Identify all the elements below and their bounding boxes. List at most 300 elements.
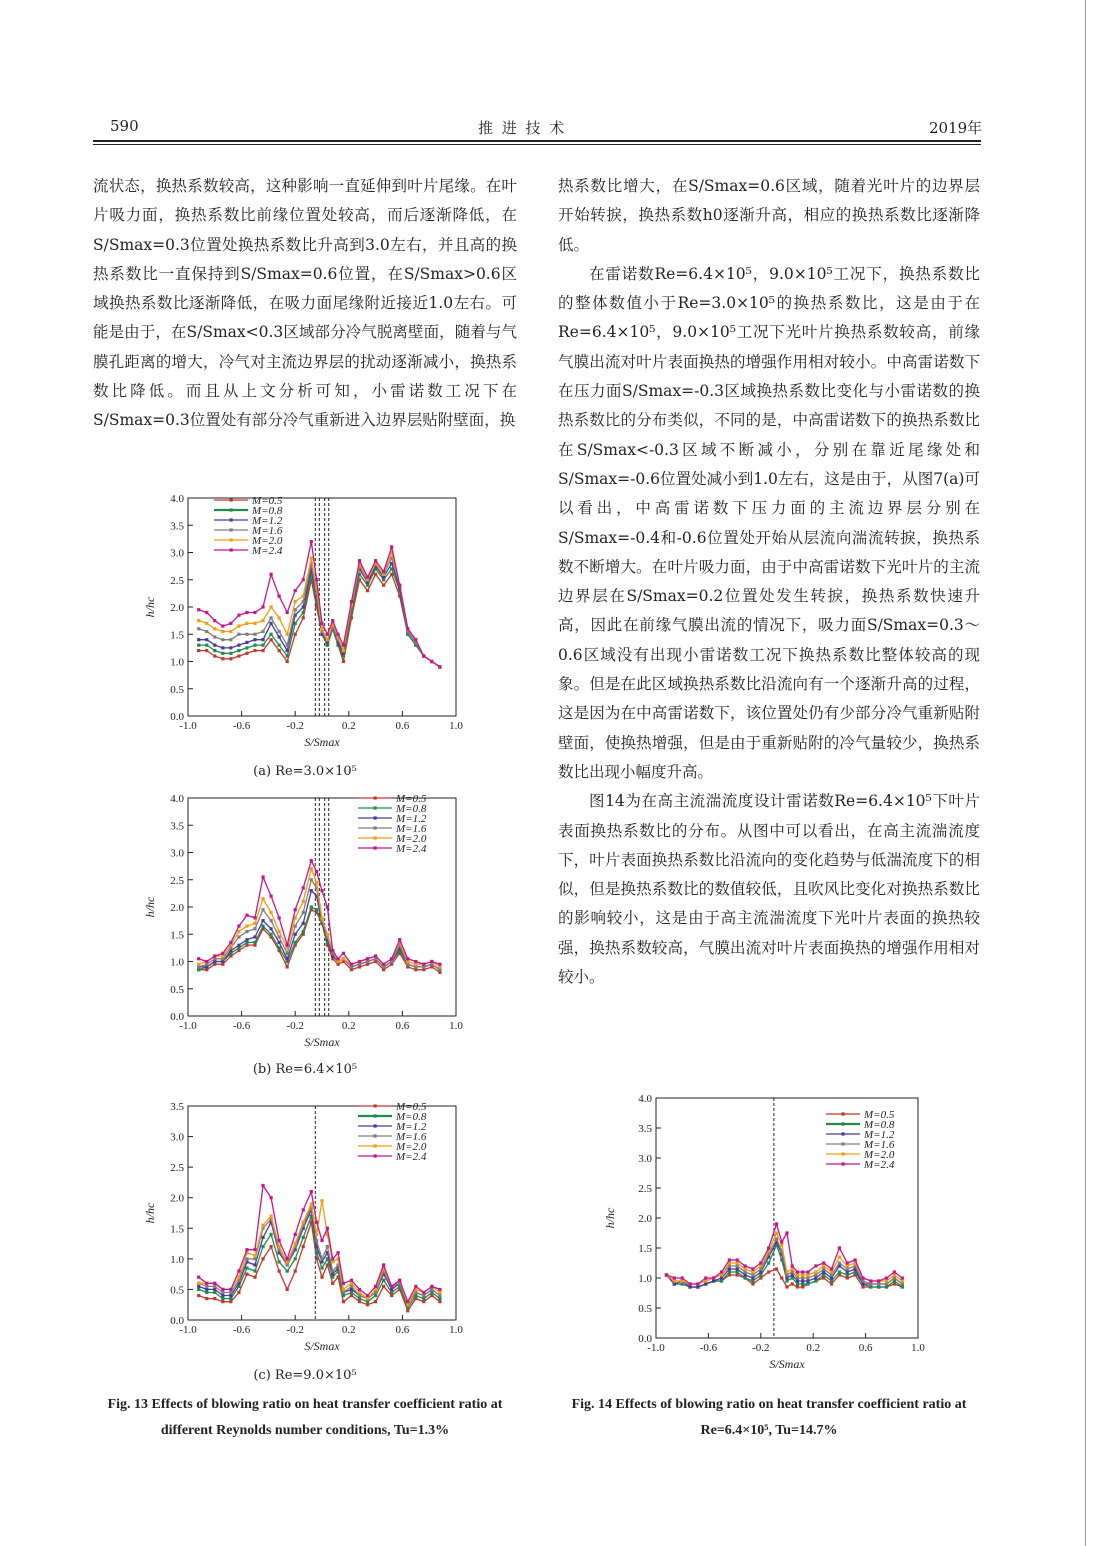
x-tick-label: -1.0 <box>179 720 197 732</box>
data-point <box>751 1279 754 1282</box>
data-point <box>213 627 216 630</box>
legend-marker <box>374 1104 377 1107</box>
legend-marker <box>842 1112 845 1115</box>
legend-label: M=1.2 <box>396 1121 427 1133</box>
data-point <box>197 965 200 968</box>
data-point <box>205 644 208 647</box>
x-tick-label: -1.0 <box>647 1342 665 1354</box>
x-tick-label: -0.6 <box>232 1324 251 1336</box>
data-point <box>331 1282 334 1285</box>
data-point <box>253 1269 256 1272</box>
data-point <box>374 1294 377 1297</box>
data-point <box>398 1279 401 1282</box>
data-point <box>197 627 200 630</box>
data-point <box>430 1291 433 1294</box>
data-point <box>775 1222 778 1225</box>
data-point <box>688 1282 691 1285</box>
data-point <box>302 611 305 614</box>
data-point <box>229 1288 232 1291</box>
data-point <box>704 1276 707 1279</box>
data-point <box>366 963 369 966</box>
data-point <box>885 1282 888 1285</box>
data-point <box>422 1297 425 1300</box>
data-point <box>269 919 272 922</box>
data-point <box>294 908 297 911</box>
series-line <box>667 1233 903 1284</box>
data-point <box>205 622 208 625</box>
data-point <box>846 1273 849 1276</box>
data-point <box>302 1208 305 1211</box>
header-rule <box>93 140 981 142</box>
data-point <box>366 584 369 587</box>
data-point <box>743 1276 746 1279</box>
legend-label: M=0.8 <box>396 1111 427 1123</box>
data-point <box>366 578 369 581</box>
legend-label: M=2.0 <box>864 1149 895 1161</box>
data-point <box>286 1260 289 1263</box>
data-point <box>331 1276 334 1279</box>
legend-label: M=1.6 <box>864 1139 895 1151</box>
data-point <box>245 646 248 649</box>
data-point <box>237 614 240 617</box>
data-point <box>253 611 256 614</box>
chart-fig13a <box>140 488 470 760</box>
x-tick-label: -0.2 <box>286 1324 304 1336</box>
data-point <box>406 1303 409 1306</box>
data-point <box>286 1269 289 1272</box>
series-line <box>667 1224 903 1284</box>
data-point <box>310 556 313 559</box>
data-point <box>893 1282 896 1285</box>
legend-label: M=0.5 <box>864 1109 895 1121</box>
data-point <box>704 1282 707 1285</box>
data-point <box>213 654 216 657</box>
data-point <box>269 605 272 608</box>
data-point <box>245 938 248 941</box>
data-point <box>673 1279 676 1282</box>
y-tick-label: 0.5 <box>170 683 184 696</box>
legend-label: M=0.8 <box>864 1119 895 1131</box>
data-point <box>237 946 240 949</box>
data-point <box>253 1248 256 1251</box>
data-point <box>438 965 441 968</box>
data-point <box>229 638 232 641</box>
legend-marker <box>842 1132 845 1135</box>
data-point <box>350 1294 353 1297</box>
data-point <box>822 1273 825 1276</box>
legend-label: M=2.4 <box>252 545 283 557</box>
data-point <box>213 954 216 957</box>
data-point <box>751 1267 754 1270</box>
legend-label: M=1.2 <box>252 515 283 527</box>
legend-label: M=1.2 <box>396 813 427 825</box>
data-point <box>736 1267 739 1270</box>
data-point <box>245 941 248 944</box>
data-point <box>269 638 272 641</box>
data-point <box>221 638 224 641</box>
data-point <box>806 1282 809 1285</box>
data-point <box>302 900 305 903</box>
x-axis-label: S/Smax <box>304 1035 340 1049</box>
data-point <box>221 657 224 660</box>
data-point <box>197 963 200 966</box>
data-point <box>885 1279 888 1282</box>
data-point <box>229 941 232 944</box>
x-tick-label: -0.2 <box>286 1020 304 1032</box>
legend-marker <box>374 1134 377 1137</box>
data-point <box>751 1276 754 1279</box>
subcaption-a: (a) Re=3.0×10⁵ <box>253 764 357 779</box>
data-point <box>286 660 289 663</box>
data-point <box>302 1221 305 1224</box>
x-tick-label: -0.2 <box>752 1342 770 1354</box>
data-point <box>245 944 248 947</box>
data-point <box>213 1282 216 1285</box>
data-point <box>229 657 232 660</box>
data-point <box>205 1282 208 1285</box>
data-point <box>390 1291 393 1294</box>
data-point <box>294 1242 297 1245</box>
plot-frame <box>188 498 456 716</box>
data-point <box>205 1288 208 1291</box>
data-point <box>780 1276 783 1279</box>
data-point <box>893 1270 896 1273</box>
y-tick-label: 2.0 <box>638 1213 652 1225</box>
data-point <box>197 644 200 647</box>
data-point <box>278 595 281 598</box>
data-point <box>286 654 289 657</box>
data-point <box>422 963 425 966</box>
data-point <box>869 1285 872 1288</box>
data-point <box>767 1246 770 1249</box>
data-point <box>315 578 318 581</box>
data-point <box>801 1276 804 1279</box>
data-point <box>796 1279 799 1282</box>
data-point <box>294 941 297 944</box>
data-point <box>310 905 313 908</box>
data-point <box>269 1233 272 1236</box>
x-tick-label: 0.6 <box>395 720 410 732</box>
data-point <box>696 1285 699 1288</box>
data-point <box>310 867 313 870</box>
data-point <box>785 1276 788 1279</box>
data-point <box>197 1288 200 1291</box>
data-point <box>221 1294 224 1297</box>
data-point <box>846 1267 849 1270</box>
data-point <box>759 1267 762 1270</box>
data-point <box>366 1300 369 1303</box>
data-point <box>245 1266 248 1269</box>
data-point <box>278 930 281 933</box>
data-point <box>286 960 289 963</box>
data-point <box>221 1291 224 1294</box>
y-tick-label: 1.0 <box>638 1273 652 1285</box>
legend-marker <box>374 796 377 799</box>
data-point <box>336 963 339 966</box>
data-point <box>861 1276 864 1279</box>
x-tick-label: -1.0 <box>179 1020 197 1032</box>
right-paragraph-2: 在雷诺数Re=6.4×10⁵，9.0×10⁵工况下，换热系数比的整体数值小于Re=3.0×10⁵的换热系数比，这是由于在Re=6.4×10⁵，9.0×10⁵工况下光叶片换热系数较高，前缘气膜出流对叶片表面换热的增强作用相对较小。中高雷诺数下在压力面S/Smax=-0.3区域换热系数比变化与小雷诺数的换热系数比的分布类似，不同的是，中高雷诺数下的换热系数比在S/Smax<-0.3区域不断减小，分别在靠近尾缘处和S/Smax=-0.6位置处减小到1.0左右，这是由于，从图7(a)可以看出，中高雷诺数下压力面的主流边界层分别在S/Smax=-0.4和-0.6位置处开始从层流向湍流转捩，换热系数不断增大。在叶片吸力面，由于中高雷诺数下光叶片的主流边界层在S/Smax=0.2位置处发生转捩，换热系数快速升高，因此在前缘气膜出流的情况下，吸力面S/Smax=0.3～0.6区域没有出现小雷诺数工况下换热系数比整体较高的现象。但是在此区域换热系数比沿流向有一个逐渐升高的过程，这是因为在中高雷诺数下，该位置处仍有少部分冷气重新贴附壁面，使换热增强，但是由于重新贴附的冷气量较少，换热系数比出现小幅度升高。 <box>558 264 980 781</box>
data-point <box>358 965 361 968</box>
data-point <box>342 1291 345 1294</box>
y-tick-label: 2.5 <box>170 574 184 587</box>
data-point <box>320 889 323 892</box>
data-point <box>221 960 224 963</box>
data-point <box>237 644 240 647</box>
data-point <box>310 878 313 881</box>
data-point <box>286 944 289 947</box>
data-point <box>846 1261 849 1264</box>
data-point <box>422 1291 425 1294</box>
legend-marker <box>374 1114 377 1117</box>
data-point <box>320 1260 323 1263</box>
legend-marker <box>842 1122 845 1125</box>
data-point <box>801 1270 804 1273</box>
legend-marker <box>230 498 233 501</box>
data-point <box>302 578 305 581</box>
data-point <box>430 965 433 968</box>
data-point <box>720 1279 723 1282</box>
data-point <box>430 1294 433 1297</box>
header-rule-thin <box>93 144 981 145</box>
data-point <box>286 1288 289 1291</box>
data-point <box>736 1261 739 1264</box>
data-point <box>221 652 224 655</box>
data-point <box>245 914 248 917</box>
data-point <box>438 968 441 971</box>
data-point <box>901 1285 904 1288</box>
data-point <box>877 1285 880 1288</box>
data-point <box>342 1294 345 1297</box>
data-point <box>278 630 281 633</box>
data-point <box>814 1273 817 1276</box>
data-point <box>310 1190 313 1193</box>
data-point <box>712 1276 715 1279</box>
data-point <box>310 889 313 892</box>
data-point <box>806 1273 809 1276</box>
data-point <box>814 1264 817 1267</box>
data-point <box>736 1264 739 1267</box>
data-point <box>430 660 433 663</box>
data-point <box>237 1291 240 1294</box>
data-point <box>326 644 329 647</box>
data-point <box>302 930 305 933</box>
data-point <box>366 575 369 578</box>
data-point <box>438 1300 441 1303</box>
data-point <box>315 1221 318 1224</box>
data-point <box>245 622 248 625</box>
data-point <box>665 1273 668 1276</box>
y-tick-label: 3.5 <box>170 520 184 533</box>
data-point <box>358 1291 361 1294</box>
data-point <box>205 960 208 963</box>
data-point <box>350 963 353 966</box>
data-point <box>358 960 361 963</box>
data-point <box>390 960 393 963</box>
data-point <box>822 1267 825 1270</box>
legend-label: M=2.4 <box>864 1159 895 1171</box>
data-point <box>253 922 256 925</box>
data-point <box>245 611 248 614</box>
data-point <box>302 886 305 889</box>
legend-label: M=2.0 <box>252 535 283 547</box>
data-point <box>326 1227 329 1230</box>
x-tick-label: -0.6 <box>232 1020 251 1032</box>
data-point <box>438 1297 441 1300</box>
data-point <box>759 1276 762 1279</box>
right-paragraph-3: 图14为在高主流湍流度设计雷诺数Re=6.4×10⁵下叶片表面换热系数比的分布。从图中可以看出，在高主流湍流度下，叶片表面换热系数比沿流向的变化趋势与低湍流度下的相似，但是换热系数比的数值较低，且吹风比变化对换热系数比的影响较小，这是由于高主流湍流度下光叶片表面的换热较强，换热系数较高，气膜出流对叶片表面换热的增强作用相对较小。 <box>558 792 980 987</box>
data-point <box>269 927 272 930</box>
data-point <box>253 649 256 652</box>
data-point <box>712 1279 715 1282</box>
data-point <box>245 930 248 933</box>
data-point <box>269 933 272 936</box>
legend-label: M=1.6 <box>396 1131 427 1143</box>
legend-label: M=2.0 <box>396 1141 427 1153</box>
legend-marker <box>842 1142 845 1145</box>
page-number: 590 <box>110 117 139 135</box>
x-tick-label: 1.0 <box>449 720 463 732</box>
data-point <box>286 649 289 652</box>
data-point <box>374 1285 377 1288</box>
data-point <box>294 589 297 592</box>
data-point <box>269 1214 272 1217</box>
data-point <box>253 916 256 919</box>
data-point <box>901 1276 904 1279</box>
data-point <box>278 1245 281 1248</box>
data-point <box>229 646 232 649</box>
y-axis-label: h/hc <box>143 896 157 918</box>
data-point <box>414 960 417 963</box>
data-point <box>350 968 353 971</box>
data-point <box>237 1269 240 1272</box>
legend-label: M=1.6 <box>252 525 283 537</box>
data-point <box>269 895 272 898</box>
data-point <box>720 1273 723 1276</box>
data-point <box>720 1270 723 1273</box>
data-point <box>237 944 240 947</box>
data-point <box>382 965 385 968</box>
data-point <box>869 1282 872 1285</box>
legend-marker <box>842 1152 845 1155</box>
x-tick-label: 1.0 <box>449 1324 463 1336</box>
data-point <box>261 649 264 652</box>
legend-label: M=0.5 <box>252 495 283 507</box>
data-point <box>213 649 216 652</box>
y-tick-label: 1.5 <box>170 1223 184 1236</box>
data-point <box>213 635 216 638</box>
legend-label: M=0.5 <box>396 1101 427 1113</box>
data-point <box>261 1245 264 1248</box>
data-point <box>366 1303 369 1306</box>
data-point <box>326 905 329 908</box>
data-point <box>261 1257 264 1260</box>
data-point <box>382 1285 385 1288</box>
data-point <box>681 1282 684 1285</box>
data-point <box>382 584 385 587</box>
data-point <box>358 1300 361 1303</box>
y-tick-label: 3.5 <box>170 820 184 833</box>
data-point <box>315 1233 318 1236</box>
data-point <box>830 1282 833 1285</box>
data-point <box>245 641 248 644</box>
data-point <box>261 644 264 647</box>
x-tick-label: 0.2 <box>341 1020 356 1032</box>
data-point <box>796 1282 799 1285</box>
data-point <box>253 1254 256 1257</box>
x-tick-label: -0.6 <box>699 1342 718 1354</box>
y-tick-label: 3.0 <box>170 547 184 560</box>
data-point <box>422 968 425 971</box>
data-point <box>221 963 224 966</box>
data-point <box>414 968 417 971</box>
x-tick-label: 0.2 <box>341 720 356 732</box>
data-point <box>358 1288 361 1291</box>
data-point <box>869 1279 872 1282</box>
data-point <box>406 627 409 630</box>
data-point <box>197 957 200 960</box>
data-point <box>245 652 248 655</box>
y-tick-label: 0.0 <box>170 1315 184 1327</box>
data-point <box>286 611 289 614</box>
data-point <box>336 633 339 636</box>
y-tick-label: 1.5 <box>170 929 184 942</box>
data-point <box>838 1246 841 1249</box>
data-point <box>438 1294 441 1297</box>
data-point <box>885 1285 888 1288</box>
legend-marker <box>842 1162 845 1165</box>
data-point <box>422 1300 425 1303</box>
data-point <box>197 608 200 611</box>
y-tick-label: 3.0 <box>170 847 184 860</box>
data-point <box>253 644 256 647</box>
data-point <box>438 1291 441 1294</box>
data-point <box>213 1288 216 1291</box>
data-point <box>302 911 305 914</box>
data-point <box>320 1276 323 1279</box>
data-point <box>253 941 256 944</box>
data-point <box>197 1285 200 1288</box>
data-point <box>278 1269 281 1272</box>
data-point <box>261 1184 264 1187</box>
data-point <box>830 1270 833 1273</box>
y-tick-label: 0.5 <box>638 1303 652 1315</box>
data-point <box>294 924 297 927</box>
data-point <box>785 1285 788 1288</box>
data-point <box>681 1276 684 1279</box>
data-point <box>780 1243 783 1246</box>
data-point <box>336 1251 339 1254</box>
data-point <box>374 559 377 562</box>
legend-label: M=2.4 <box>396 843 427 855</box>
data-point <box>382 1279 385 1282</box>
data-point <box>286 1257 289 1260</box>
data-point <box>237 1276 240 1279</box>
data-point <box>382 575 385 578</box>
data-point <box>213 963 216 966</box>
data-point <box>320 1257 323 1260</box>
data-point <box>342 644 345 647</box>
data-point <box>430 1285 433 1288</box>
data-point <box>822 1264 825 1267</box>
x-tick-label: -1.0 <box>179 1324 197 1336</box>
legend-marker <box>230 528 233 531</box>
data-point <box>796 1276 799 1279</box>
data-point <box>806 1276 809 1279</box>
legend-marker <box>230 538 233 541</box>
data-point <box>822 1261 825 1264</box>
data-point <box>720 1276 723 1279</box>
